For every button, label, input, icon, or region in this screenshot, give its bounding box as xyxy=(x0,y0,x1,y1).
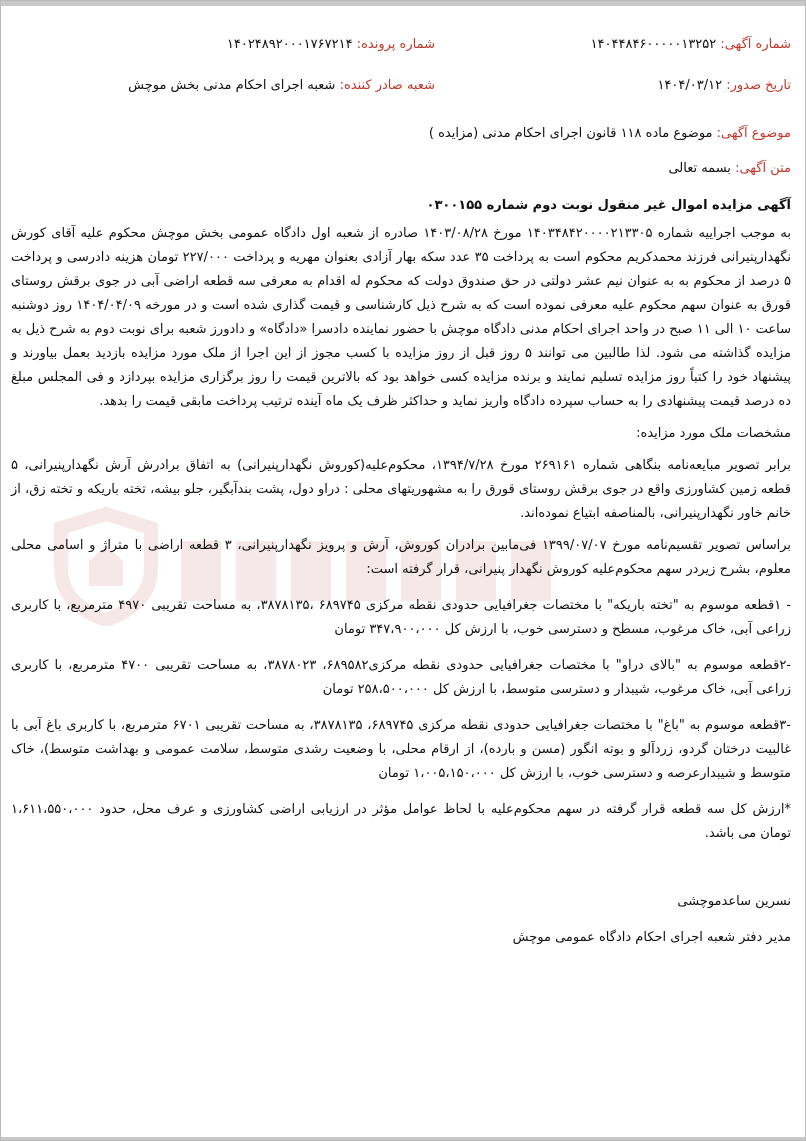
paragraph-sale-deed: برابر تصویر مبایعه‌نامه بنگاهی شماره ۲۶۹۱۶۱ مورخ ۱۳۹۴/۷/۲۸، محکوم‌علیه(کوروش نگهدارپنیرانی) به اتفاق برادرش آرش نگهدارپنیرانی، ۵ قطعه زمین کشاورزی واقع در جوی برقش روستای قورق را به مشهوریتهای محلی : دراو دول، پشت بندآبگیر، جلو بیشه، تخته باریکه و تخته زق، از خانم خاور نگهدارپنیرانی، بالمناصفه ابتیاع نموده‌اند. xyxy=(11,458,792,521)
issue-date-label: تاریخ صدور: xyxy=(726,78,791,93)
parcel-item-1: - ۱قطعه موسوم به "تخته باریکه" با مختصات جغرافیایی حدودی نقطه مرکزی ۶۸۹۷۴۵ ،۳۸۷۸۱۳۵، به مساحت تقریبی ۴۹۷۰ مترمربع، با کاربری زراعی آبی، خاک مرغوب، مسطح و دسترسی خوب، با ارزش کل ۳۴۷،۹۰۰،۰۰۰ تومان xyxy=(11,598,792,637)
issuer-label: شعبه صادر کننده: xyxy=(339,78,435,93)
notice-title: آگهی مزایده اموال غیر منقول نوبت دوم شماره ۰۳۰۰۱۵۵ xyxy=(426,198,791,213)
subject-value: موضوع ماده ۱۱۸ قانون اجرای احکام مدنی (مزایده ) xyxy=(428,126,713,141)
signer-title: مدیر دفتر شعبه اجرای احکام دادگاه عمومی موچش xyxy=(512,930,791,945)
parcel-item-3: -۳قطعه موسوم به "باغ" با مختصات جغرافیایی حدودی نقطه مرکزی ۶۸۹۷۴۵، ۳۸۷۸۱۳۵، به مساحت تقریبی ۶۷۰۱ مترمربع، با کاربری باغ آبی با غالبیت درختان گردو، زردآلو و بوته انگور (مسن و بارده)، از ارقام محلی، با وضعیت رشدی متوسط، سلامت عمومی و بهداشت متوسط)، خاک متوسط و شیبدارعرصه و دسترسی خوب، با ارزش کل ۱،۰۰۵،۱۵۰،۰۰۰ تومان xyxy=(11,718,791,781)
case-number xyxy=(227,37,435,52)
notice-body xyxy=(11,194,791,950)
issuer xyxy=(128,78,435,93)
notice-number xyxy=(591,37,791,52)
paragraph-execution: به موجب اجراییه شماره ۱۴۰۳۴۸۴۲۰۰۰۰۲۱۳۳۰۵ مورخ ۱۴۰۳/۰۸/۲۸ صادره از شعبه اول دادگاه عمومی بخش موچش محکوم علیه آقای کورش نگهدارپنیرانی فرزند محمدکریم محکوم است به پرداخت ۳۵ عدد سکه بهار آزادی بعنوان مهریه و پرداخت ۲۲۷/۰۰۰ تومان هزینه دادرسی و پرداخت ۵ درصد از محکوم به به عنوان نیم عشر دولتی در حق صندوق دولت که محکوم له اقدام به معرفی سه قطعه اراضی آبی در جوی برقش روستای قورق به عنوان سهم محکوم علیه معرفی نموده است که به شرح ذیل کارشناسی و قیمت گذاری شده است و در مورخه ۱۴۰۴/۰۴/۰۹ روز دوشنبه ساعت ۱۰ الی ۱۱ صبح در واحد اجرای احکام مدنی دادگاه موچش با حضور نماینده دادسرا «دادگاه» و دادورز شعبه برای نوبت دوم به شرح ذیل به مزایده گذاشته می شود. لذا طالبین می توانند ۵ روز قبل از روز مزایده با کسب مجوز از این اجرا از ملک مورد مزایده بازدید بعمل بیاورند و پیشنهاد خود را کتباً روز مزایده تسلیم نمایند و برنده مزایده کسی خواهد بود که بالاترین قیمت را روز برگزاری مزایده بپردازد و فی المجلس مبلغ ده درصد قیمت پیشنهادی را به حساب سپرده دادگاه واریز نماید و حداکثر ظرف یک ماه آینده ترتیب پرداخت مابقی قیمت را بدهد. xyxy=(11,226,792,409)
notice-number-value: ۱۴۰۴۴۸۴۶۰۰۰۰۰۱۳۲۵۲ xyxy=(590,37,717,52)
notice-number-label: شماره آگهی: xyxy=(720,37,791,52)
signer-name: نسرین ساعدموچشی xyxy=(677,894,791,909)
paragraph-division: براساس تصویر تقسیم‌نامه مورخ ۱۳۹۹/۰۷/۰۷ فی‌مابین برادران کوروش، آرش و پرویز نگهدارپنیرانی، ۳ قطعه اراضی با متراژ و اسامی محلی معلوم، بشرح زیردر سهم محکوم‌علیه کوروش نگهدار پنیرانی، قرار گرفته است: xyxy=(11,538,792,577)
issuer-value: شعبه اجرای احکام مدنی بخش موچش xyxy=(128,78,336,93)
notice-subject xyxy=(429,126,791,141)
subject-label: موضوع آگهی: xyxy=(716,126,791,141)
case-number-value: ۱۴۰۲۴۸۹۲۰۰۰۱۷۶۷۲۱۴ xyxy=(226,37,353,52)
total-value: *ارزش کل سه قطعه قرار گرفته در سهم محکوم‌علیه با لحاظ عوامل مؤثر در ارزیابی اراضی کشاورزی و عرف محل، حدود ۱،۶۱۱،۵۵۰،۰۰۰ تومان می باشد. xyxy=(11,802,791,841)
notice-text-label: متن آگهی: xyxy=(735,161,791,176)
notice-text-value: بسمه تعالی xyxy=(668,161,731,176)
specs-heading: مشخصات ملک مورد مزایده: xyxy=(636,426,791,441)
issue-date-value: ۱۴۰۴/۰۳/۱۲ xyxy=(657,78,723,93)
notice-text-header xyxy=(668,161,791,176)
issue-date xyxy=(657,78,791,93)
case-number-label: شماره پرونده: xyxy=(356,37,435,52)
bottom-border xyxy=(1,1137,805,1140)
top-border xyxy=(1,1,805,6)
parcel-item-2: -۲قطعه موسوم به "بالای دراو" با مختصات جغرافیایی حدودی نقطه مرکزی۶۸۹۵۸۲، ۳۸۷۸۰۲۳، به مساحت تقریبی ۴۷۰۰ مترمربع، با کاربری زراعی آبی، خاک مرغوب، شیبدار و دسترسی متوسط، با ارزش کل ۲۵۸،۵۰۰،۰۰۰ تومان xyxy=(11,658,791,697)
